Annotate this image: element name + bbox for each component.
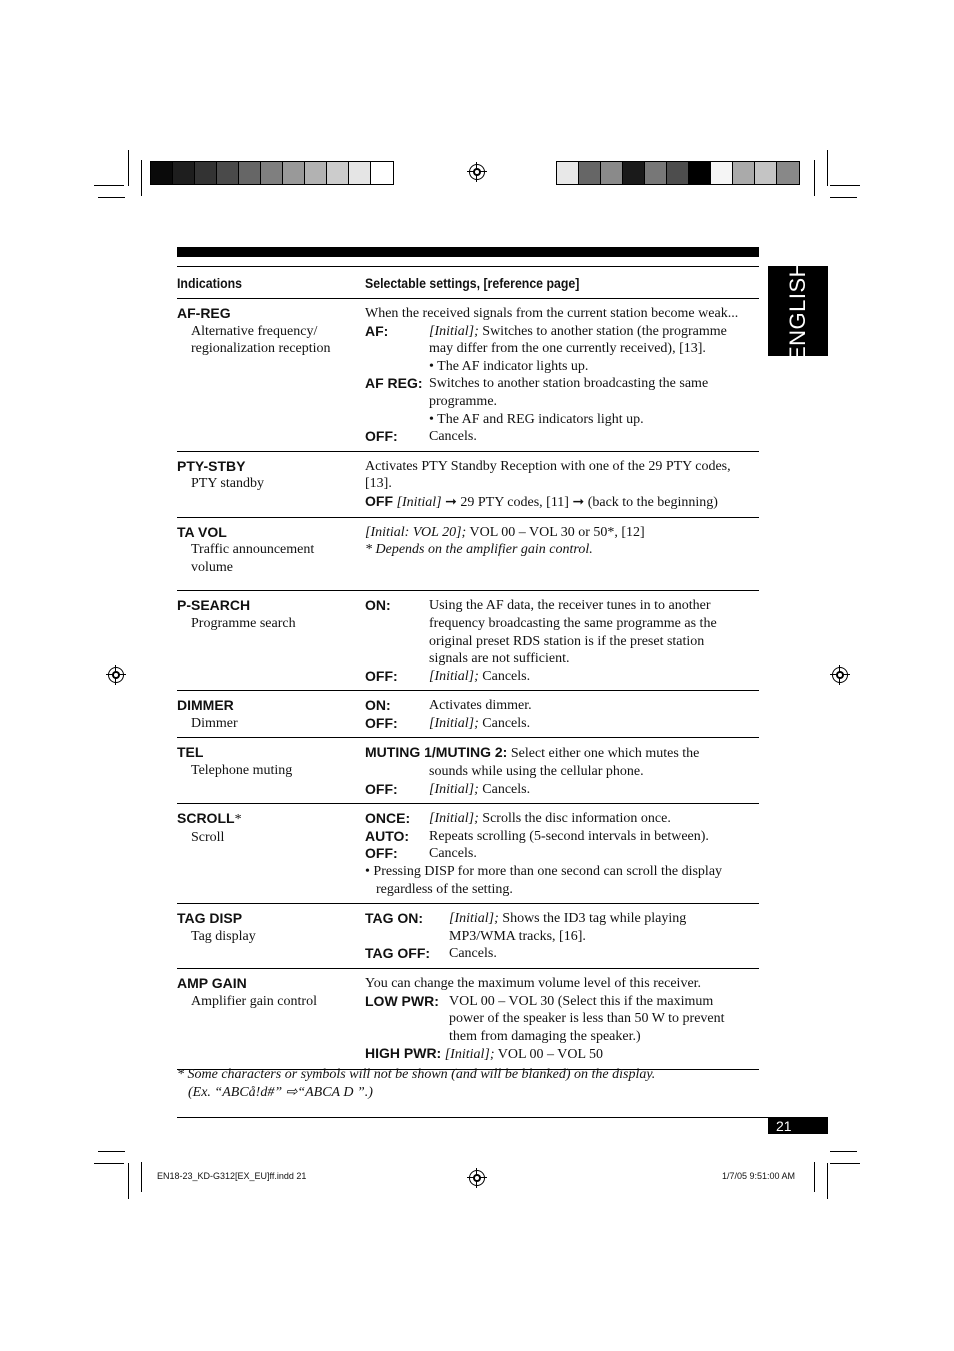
option-text: Switches to another station broadcasting the same [429,376,709,392]
option-text: original preset RDS station is if the preset station [429,633,705,649]
table-row-amp-gain [177,969,759,1070]
color-bar-right [556,161,800,185]
indication-desc: Alternative frequency/ [191,323,318,339]
table-row-ta-vol [177,518,759,592]
option-text: Cancels. [429,429,477,445]
option-key: MUTING 1/MUTING 2: [365,744,508,761]
indication-name: PTY-STBY [177,457,246,474]
option-key: OFF: [365,780,398,797]
setting-note: * Depends on the amplifier gain control. [365,542,593,558]
settings-table [177,266,759,1070]
option-bullet: regardless of the setting. [376,881,513,897]
indication-desc: Scroll [191,829,225,845]
arrow-icon: ➞ [445,494,457,510]
initial-marker: [Initial: VOL 20]; [365,524,467,540]
table-row-scroll [177,804,759,904]
color-bar-left [150,161,394,185]
header-settings: Selectable settings, [reference page] [365,274,580,291]
option-key: TAG ON: [365,910,424,927]
option-text: Select either one which mutes the [507,746,700,762]
indication-name: AMP GAIN [177,975,247,991]
table-row-pty-stby [177,452,759,518]
initial-marker: [Initial]; [441,1047,495,1063]
option-key: LOW PWR: [365,992,439,1009]
table-row-p-search [177,591,759,691]
initial-marker: [Initial]; [429,323,479,339]
option-text: power of the speaker is less than 50 W to prevent [449,1011,725,1027]
option-text: may differ from the one currently received), [13]. [429,341,706,357]
option-text: Cancels. [429,846,477,862]
indication-name: TEL [177,744,204,761]
option-bullet: • The AF and REG indicators light up. [429,411,644,427]
option-text: Shows the ID3 tag while playing [498,911,687,927]
setting-text: 29 PTY codes, [11] [456,494,573,510]
bottom-rule [177,1117,828,1118]
option-text: them from damaging the speaker.) [449,1028,641,1044]
option-key: OFF [365,492,393,509]
setting-text: VOL 00 – VOL 30 or 50*, [12] [466,524,645,540]
top-black-bar [177,247,759,257]
option-key: OFF: [365,714,398,731]
option-text: Cancels. [478,715,531,731]
indication-name: DIMMER [177,697,234,714]
initial-marker: [Initial]; [429,715,479,731]
table-row-tag-disp [177,904,759,969]
footnote-line: (Ex. “ABCå!d#” ⇨“ABCA D ”.) [188,1084,373,1100]
option-key: OFF: [365,428,398,445]
footnote [177,1066,759,1101]
option-key: ON: [365,697,391,714]
initial-marker: [Initial]; [449,911,499,927]
indication-desc: Tag display [191,928,256,944]
indication-desc: regionalization reception [191,341,331,357]
indication-desc: Programme search [191,615,296,631]
indication-desc: Telephone muting [191,763,293,779]
language-tab [768,260,828,362]
registration-mark-icon [832,667,848,683]
slug-timestamp: 1/7/05 9:51:00 AM [722,1171,796,1181]
table-header [177,266,759,299]
header-indications: Indications [177,274,243,291]
option-text: Cancels. [478,781,531,797]
arrow-icon: ➞ [572,494,585,510]
indication-name: TAG DISP [177,910,243,927]
indication-name: AF-REG [177,305,231,321]
initial-marker: [Initial]; [429,781,479,797]
table-row-af-reg [177,299,759,452]
option-text: Activates dimmer. [429,698,532,714]
option-text: Repeats scrolling (5-second intervals in between). [429,828,709,844]
indication-name: SCROLL [177,810,235,827]
table-row-tel [177,738,759,804]
option-text: Scrolls the disc information once. [478,811,671,827]
indication-name: P-SEARCH [177,597,251,614]
option-text: programme. [429,393,498,409]
option-text: Switches to another station (the programme [478,323,727,339]
option-bullet: • Pressing DISP for more than one second can scroll the display [365,864,723,880]
option-key: ONCE: [365,810,411,827]
option-text: VOL 00 – VOL 30 (Select this if the maximum [449,993,714,1009]
setting-intro: You can change the maximum volume level of this receiver. [365,976,702,991]
slug-filename: EN18-23_KD-G312[EX_EU]ff.indd 21 [157,1171,307,1181]
option-text: MP3/WMA tracks, [16]. [449,928,586,944]
registration-mark-icon [469,164,485,180]
footnote-star: * [234,812,242,828]
indication-desc: PTY standby [191,476,264,492]
option-key: AF: [365,322,389,339]
setting-text: (back to the beginning) [584,494,718,510]
table-row-dimmer [177,691,759,738]
footnote-line: * Some characters or symbols will not be shown (and will be blanked) on the display. [177,1067,656,1082]
option-key: ON: [365,597,391,614]
registration-mark-icon [469,1170,485,1186]
option-text: sounds while using the cellular phone. [429,764,644,780]
option-key: AF REG: [365,375,423,392]
language-tab-label: ENGLISH [785,260,810,362]
option-key: OFF: [365,845,398,862]
option-text: Using the AF data, the receiver tunes in to another [429,598,711,614]
option-key: TAG OFF: [365,945,431,962]
option-text: signals are not sufficient. [429,651,570,667]
indication-desc: Dimmer [191,715,238,731]
indication-name: TA VOL [177,523,227,540]
initial-marker: [Initial]; [429,811,479,827]
option-key: AUTO: [365,827,410,844]
indication-desc: Traffic announcement [191,542,315,558]
setting-intro: When the received signals from the current station become weak... [365,306,739,321]
indication-desc: Amplifier gain control [191,993,317,1009]
initial-marker: [Initial] [393,494,446,510]
option-bullet: • The AF indicator lights up. [429,358,589,374]
registration-mark-icon [108,667,124,683]
option-key: OFF: [365,667,398,684]
indication-desc: volume [191,559,233,575]
initial-marker: [Initial]; [429,668,479,684]
option-text: VOL 00 – VOL 50 [494,1047,603,1063]
option-text: Cancels. [478,668,531,684]
setting-text: [13]. [365,476,392,492]
option-text: Cancels. [449,946,497,962]
setting-text: Activates PTY Standby Reception with one of the 29 PTY codes, [365,458,731,474]
option-key: HIGH PWR: [365,1045,442,1062]
option-text: frequency broadcasting the same programme as the [429,615,717,631]
page-number: 21 [768,1118,828,1134]
